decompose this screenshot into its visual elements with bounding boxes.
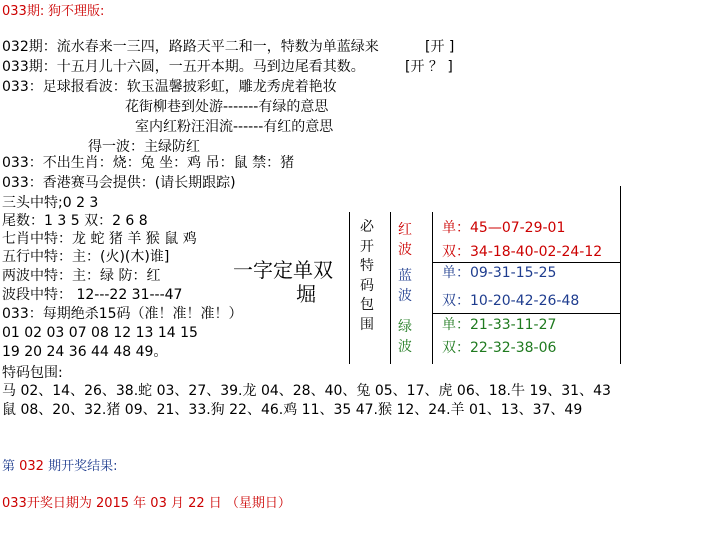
vertical-label-char: 围: [360, 316, 374, 333]
table-border-left: [349, 212, 350, 364]
edition-note: 狗不理版:: [48, 4, 105, 19]
row-value: 21-33-11-27: [470, 317, 557, 333]
row-label: 双：: [442, 293, 470, 309]
row-value: 22-32-38-06: [470, 340, 557, 356]
results-heading: [2, 460, 117, 473]
line-032-tag: [开 ]: [425, 39, 455, 55]
wave-name-char: 波: [398, 288, 412, 304]
table-border-label: [390, 212, 391, 364]
wave-name-char: 红: [398, 222, 412, 238]
line-032-poem: 032期：流水春来一三四，路路天平二和一，特数为单蓝绿来: [2, 39, 379, 55]
line-tail-numbers: 尾数：1 3 5 双：2 6 8: [2, 213, 148, 229]
line-033-tag: [开 ？ ]: [405, 59, 453, 75]
green-odd-row: [442, 318, 556, 332]
line-special-surround: 特码包围:: [2, 365, 63, 381]
row-label: 单：: [442, 220, 470, 236]
wave-name-char: 波: [398, 339, 412, 355]
line-two-waves: 两波中特：主：绿 防：红: [2, 268, 161, 284]
line-five-elements: 五行中特：主：(火)(木)谁]: [2, 249, 170, 265]
green-wave-label: [398, 317, 412, 357]
table-divider-blue-green: [432, 313, 620, 314]
line-three-heads: 三头中特;0 2 3: [2, 195, 99, 211]
center-title-sub: 堀: [296, 282, 316, 306]
line-red-meaning: 室内红粉汪泪流------有红的意思: [135, 119, 334, 135]
row-value: 09-31-15-25: [470, 265, 557, 281]
line-kill-numbers-1: 01 02 03 07 08 12 13 14 15: [2, 325, 198, 341]
line-zodiac-numbers-1: 马 02、14、26、38.蛇 03、27、39.龙 04、28、40、兔 05、17、虎 06、18.牛 19、31、43: [2, 383, 611, 399]
line-wave-segment: 波段中特： 12---22 31---47: [2, 287, 183, 303]
row-value: 10-20-42-26-48: [470, 293, 580, 309]
blue-even-row: [442, 294, 579, 308]
wave-name-char: 绿: [398, 319, 412, 335]
line-green-meaning: 花街柳巷到处游-------有绿的意思: [125, 99, 329, 115]
vertical-label-char: 码: [360, 277, 374, 294]
line-033-poem: 033期：十五月儿十六圆，一五开本期。马到边尾看其数。: [2, 59, 365, 75]
blue-wave-label: [398, 266, 412, 306]
vertical-label-char: 包: [360, 297, 374, 313]
red-odd-row: [442, 221, 565, 235]
line-zodiac-numbers-2: 鼠 08、20、32.猪 09、21、33.狗 22、46.鸡 11、35 47.猴 12、24.羊 01、13、37、49: [2, 402, 583, 418]
wave-name-char: 波: [398, 242, 412, 258]
vertical-label: [356, 218, 378, 335]
green-even-row: [442, 341, 556, 355]
line-jockey-club: 033：香港赛马会提供：(请长期跟踪): [2, 175, 236, 191]
line-seven-zodiacs: 七肖中特：龙 蛇 猪 羊 猴 鼠 鸡: [2, 231, 197, 247]
line-no-zodiac: 033：不出生肖：烧：兔 坐：鸡 吊：鼠 禁：猪: [2, 155, 295, 171]
blue-odd-row: [442, 266, 556, 280]
row-value: 34-18-40-02-24-12: [470, 244, 603, 260]
table-border-right: [620, 186, 621, 364]
line-one-wave: 得一波：主绿防红: [88, 139, 200, 155]
center-title: 一字定单双: [233, 258, 333, 282]
row-value: 45—07-29-01: [470, 220, 566, 236]
draw-date: 033开奖日期为 2015 年 03 月 22 日 （星期日）: [2, 496, 291, 511]
row-label: 双：: [442, 340, 470, 356]
row-label: 双：: [442, 244, 470, 260]
red-wave-label: [398, 220, 412, 260]
results-suffix: 期开奖结果:: [43, 459, 118, 474]
results-period: 032: [19, 459, 44, 474]
results-prefix: 第: [2, 459, 20, 474]
vertical-label-char: 开: [360, 238, 374, 255]
period-label: 033期:: [2, 4, 45, 19]
table-divider-red-blue: [432, 262, 620, 263]
vertical-label-char: 必: [360, 219, 374, 235]
line-kill-numbers-2: 19 20 24 36 44 48 49。: [2, 344, 168, 360]
table-border-wave: [432, 212, 433, 364]
row-label: 单：: [442, 317, 470, 333]
wave-name-char: 蓝: [398, 268, 412, 284]
vertical-label-char: 特: [360, 258, 374, 274]
red-even-row: [442, 245, 602, 259]
line-kill-15: 033：每期绝杀15码（准！准！准！）: [2, 306, 243, 322]
line-football-wave: 033：足球报看波：软玉温馨披彩虹，雕龙秀虎着艳妆: [2, 79, 337, 95]
row-label: 单：: [442, 265, 470, 281]
